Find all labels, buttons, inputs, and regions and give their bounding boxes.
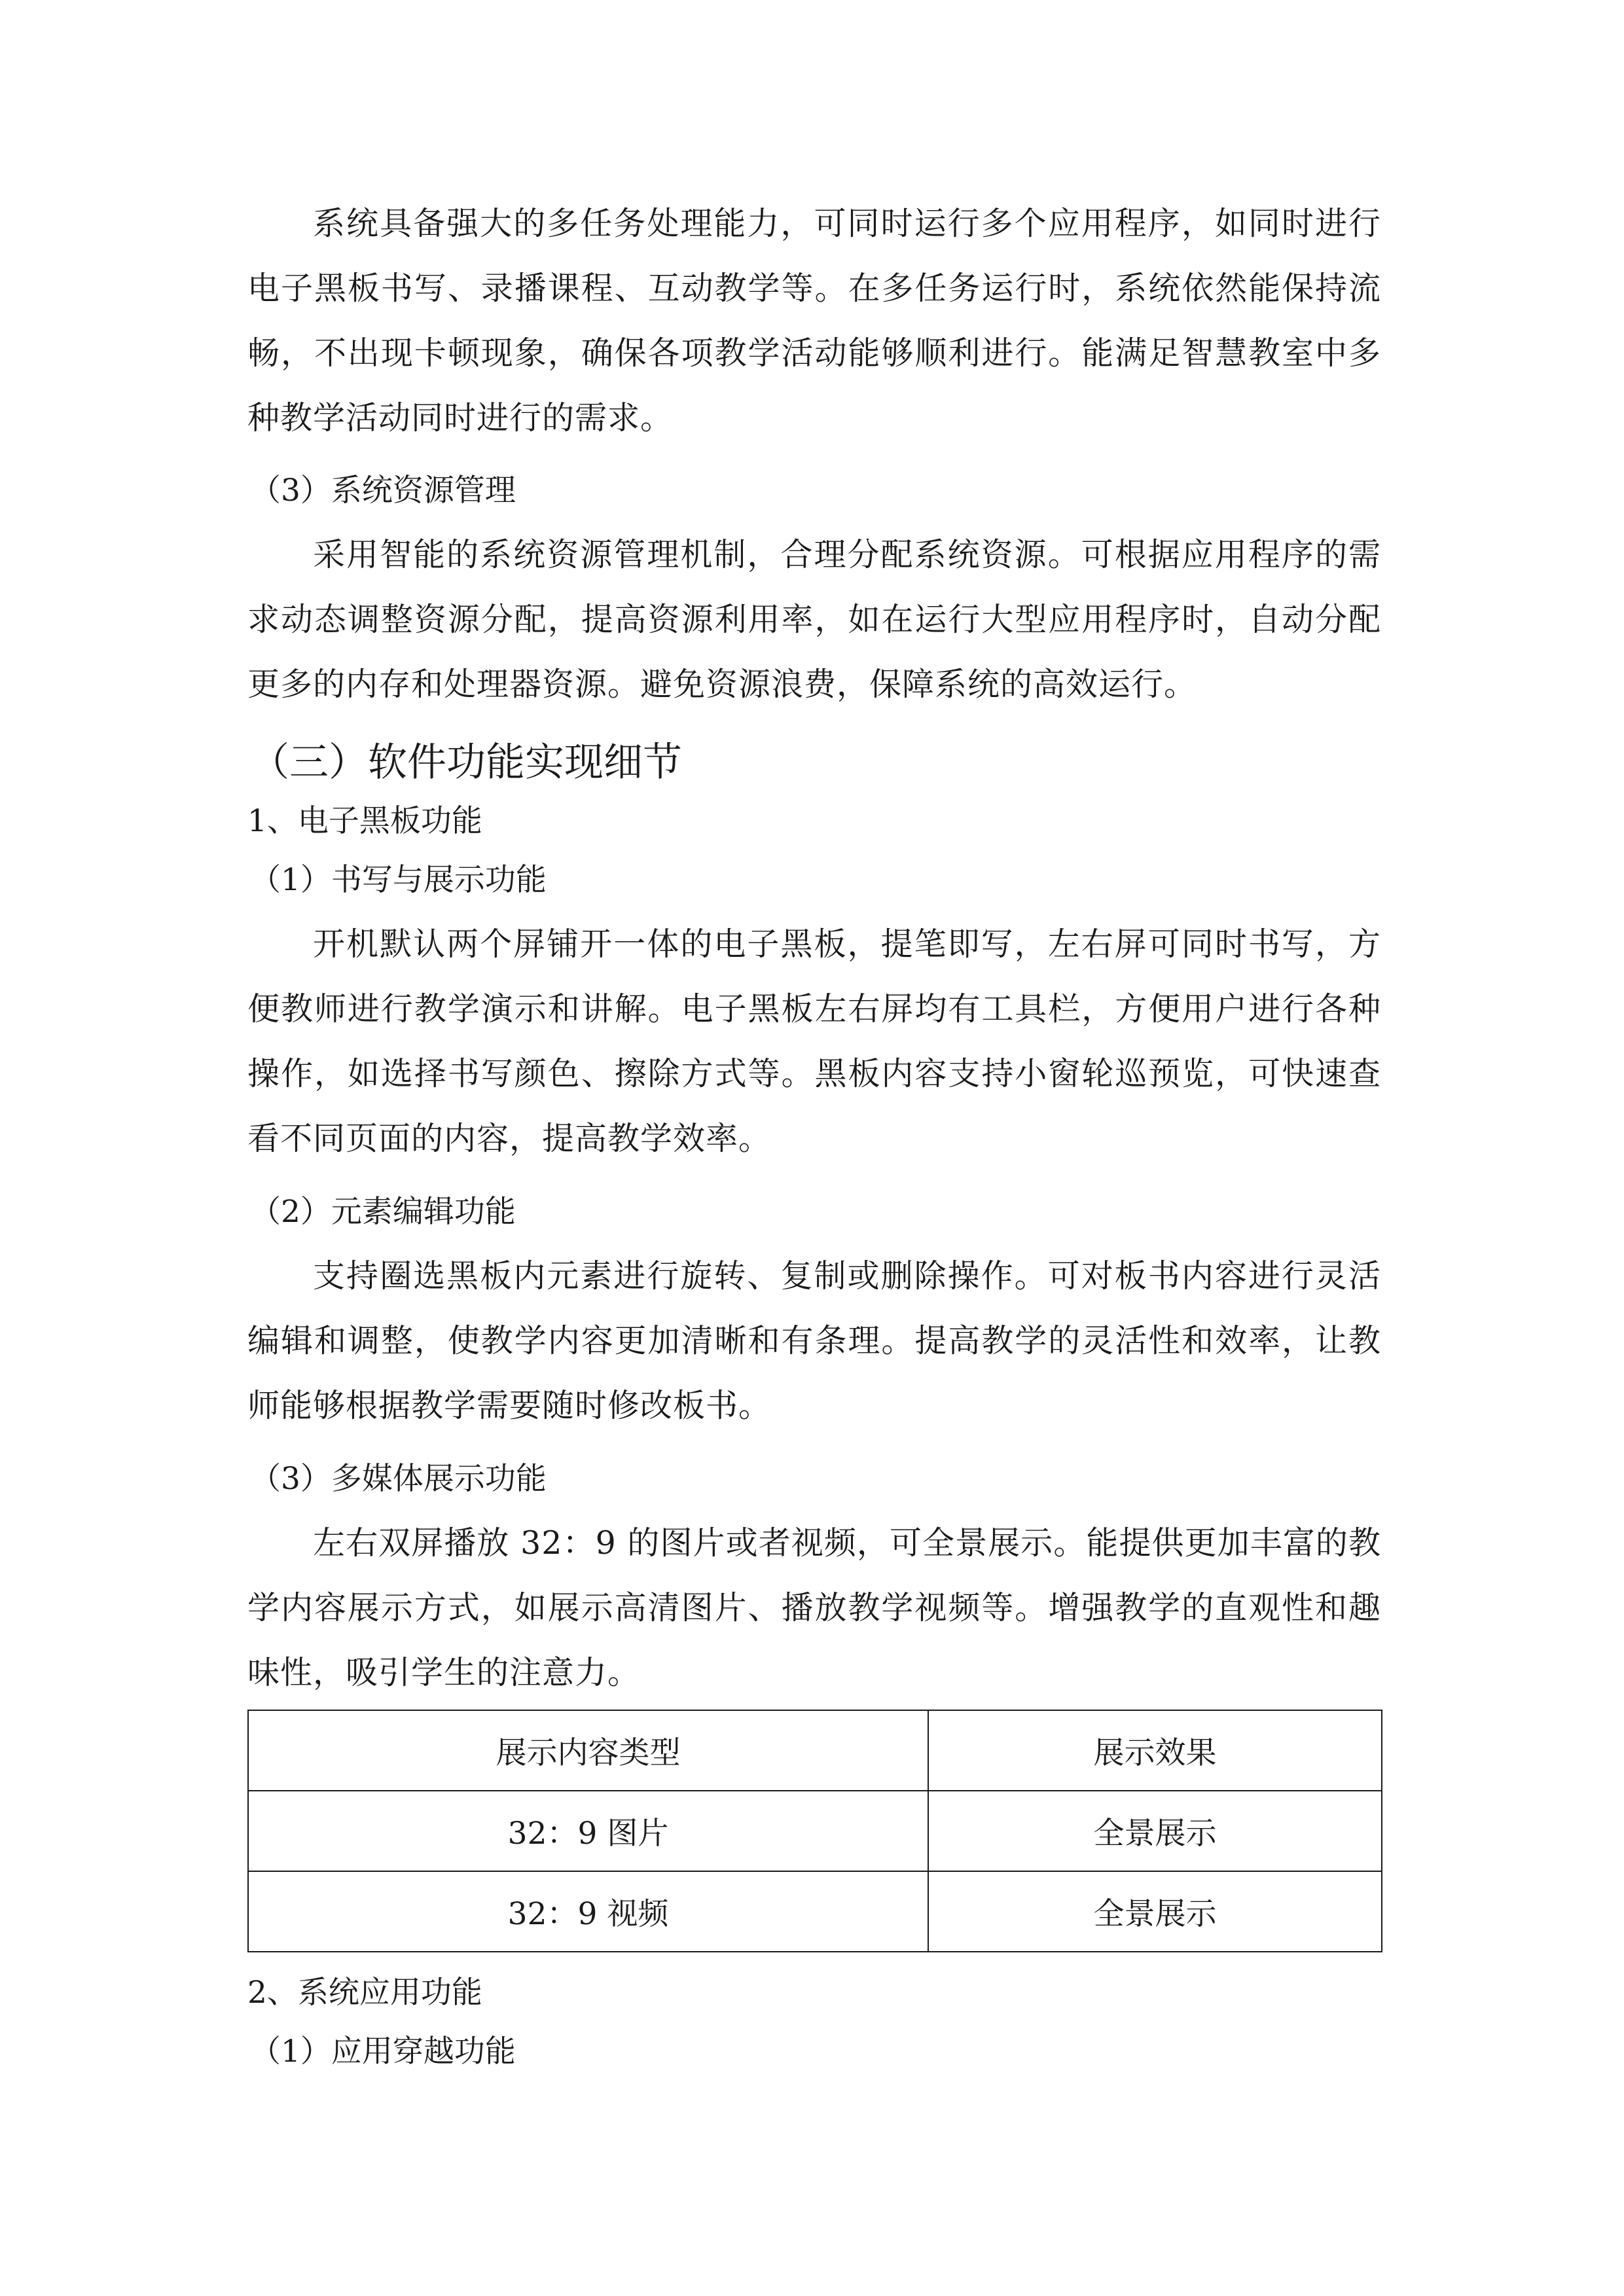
heading-app-crossing: （1）应用穿越功能 (250, 2034, 516, 2070)
heading-electronic-blackboard: 1、电子黑板功能 (247, 803, 482, 839)
display-content-table (247, 1710, 1382, 1952)
heading-resource-management: （3）系统资源管理 (250, 473, 516, 509)
table-row (248, 1791, 1382, 1871)
heading-writing-display: （1）书写与展示功能 (250, 862, 547, 898)
heading-system-applications: 2、系统应用功能 (247, 1975, 482, 2011)
section-heading-software-details: （三）软件功能实现细节 (250, 740, 682, 785)
heading-multimedia-display: （3）多媒体展示功能 (250, 1461, 547, 1497)
table-header-row (248, 1710, 1382, 1791)
table-header-effect: 展示效果 (928, 1710, 1382, 1791)
paragraph-writing-display: 开机默认两个屏铺开一体的电子黑板，提笔即写，左右屏可同时书写，方便教师进行教学演示和讲解。电子黑板左右屏均有工具栏，方便用户进行各种操作，如选择书写颜色、擦除方式等。黑板内容支持小窗轮巡预览，可快速查看不同页面的内容，提高教学效率。 (247, 925, 1381, 1157)
paragraph-multimedia-display: 左右双屏播放 32：9 的图片或者视频，可全景展示。能提供更加丰富的教学内容展示方式，如展示高清图片、播放教学视频等。增强教学的直观性和趣味性，吸引学生的注意力。 (247, 1524, 1381, 1691)
paragraph-resource-management: 采用智能的系统资源管理机制，合理分配系统资源。可根据应用程序的需求动态调整资源分配，提高资源利用率，如在运行大型应用程序时，自动分配更多的内存和处理器资源。避免资源浪费，保障系统的高效运行。 (247, 536, 1381, 703)
table-header-content-type: 展示内容类型 (248, 1710, 928, 1791)
table-cell-effect: 全景展示 (928, 1871, 1382, 1952)
table-cell-type: 32：9 图片 (248, 1791, 928, 1871)
table-cell-type: 32：9 视频 (248, 1871, 928, 1952)
table-row (248, 1871, 1382, 1952)
paragraph-element-editing: 支持圈选黑板内元素进行旋转、复制或删除操作。可对板书内容进行灵活编辑和调整，使教学内容更加清晰和有条理。提高教学的灵活性和效率，让教师能够根据教学需要随时修改板书。 (247, 1257, 1381, 1424)
heading-element-editing: （2）元素编辑功能 (250, 1194, 516, 1230)
table-cell-effect: 全景展示 (928, 1791, 1382, 1871)
paragraph-multitasking: 系统具备强大的多任务处理能力，可同时运行多个应用程序，如同时进行电子黑板书写、录播课程、互动教学等。在多任务运行时，系统依然能保持流畅，不出现卡顿现象，确保各项教学活动能够顺利进行。能满足智慧教室中多种教学活动同时进行的需求。 (247, 205, 1381, 437)
